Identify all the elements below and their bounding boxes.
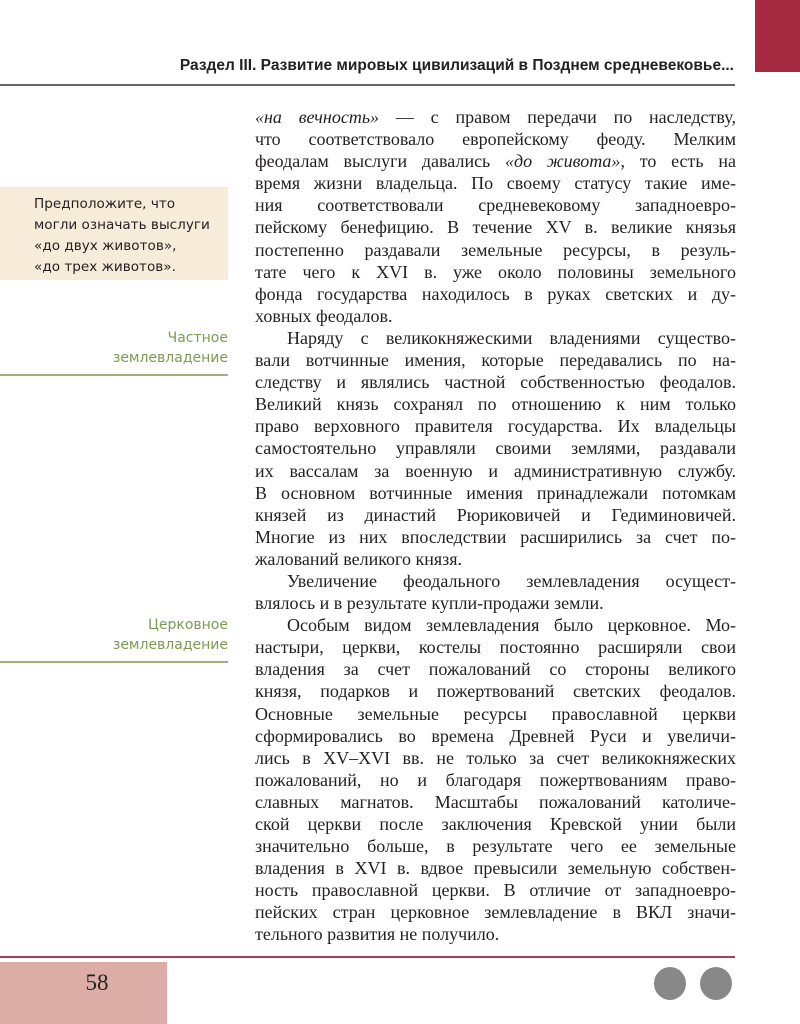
text-segment: — с правом передачи по наследству, [379, 107, 736, 127]
running-header: Раздел III. Развитие мировых цивилизаций в Позднем средневековье... [179, 57, 734, 74]
decorative-circle-icon [654, 967, 686, 1000]
emphasized-term: «на вечность» [255, 107, 380, 127]
note-line: «до трех животов». [34, 259, 176, 275]
text-line [255, 106, 736, 128]
text-line: славных магнатов. Масштабы пожалований католиче- [255, 791, 736, 812]
text-line: вали вотчинные имения, которые передавались по на- [255, 350, 736, 371]
text-line: влялось и в результате купли-продажи земли. [255, 593, 604, 614]
text-line: владения в XVI в. вдвое превысили земельную собствен- [255, 858, 736, 879]
text-line: следству и являлись частной собственностью феодалов. [255, 372, 736, 393]
side-heading-church-land [0, 615, 228, 663]
text-line: сформировались во времена Древней Руси и увеличи- [255, 725, 736, 746]
side-heading-line: Частное [167, 330, 228, 346]
text-line: владения за счет пожалований со стороны великого [255, 659, 736, 680]
text-line: жалований великого князя. [255, 548, 463, 569]
text-line: Основные земельные ресурсы православной церкви [255, 703, 736, 724]
text-line: Многие из них впоследствии расширились за счет по- [255, 526, 736, 547]
text-line: ность православной церкви. В отличие от западноевро- [255, 880, 736, 901]
text-line: самостоятельно управляли своими землями, раздавали [255, 438, 736, 459]
text-line: пожалований, но и благодаря пожертвованиям право- [255, 769, 736, 790]
body-text [255, 106, 736, 946]
text-line: время жизни владельца. По своему статусу такие име- [255, 173, 736, 194]
decorative-circle-icon [700, 967, 732, 1000]
text-line: фонда государства находилось в руках светских и ду- [255, 283, 736, 304]
header-divider [0, 84, 735, 86]
text-segment: , то есть на [620, 151, 736, 172]
text-line: значительно больше, в результате чего ее земельные [255, 836, 736, 857]
footer-divider [0, 956, 735, 958]
text-line: ния соответствовали средневековому западноевро- [255, 195, 736, 216]
text-line: постепенно раздавали земельные ресурсы, в резуль- [255, 239, 736, 260]
text-line: Наряду с великокняжескими владениями существо- [287, 327, 736, 348]
text-line: Великий князь сохранял по отношению к ним только [255, 394, 736, 415]
text-line: пейскому бенефицию. В течение XV в. великие князья [255, 217, 736, 238]
side-heading-line: землевладение [112, 350, 228, 366]
note-line: «до двух животов», [34, 238, 177, 254]
text-line: В основном вотчинные имения принадлежали потомкам [255, 482, 736, 503]
chapter-tab [755, 0, 800, 72]
note-line: могли означать выслуги [34, 217, 210, 233]
text-line: тате чего к XVI в. уже около половины земельного [255, 261, 736, 282]
text-line [255, 150, 736, 172]
note-line: Предположите, что [34, 196, 176, 212]
text-line: Особым видом землевладения было церковное. Мо- [287, 615, 736, 636]
text-line: настыри, церкви, костелы постоянно расширяли свои [255, 637, 736, 658]
side-heading-line: Церковное [148, 617, 228, 633]
side-heading-line: землевладение [112, 637, 228, 653]
text-line: право верховного правителя государства. Их владельцы [255, 416, 736, 437]
text-line: ской церкви после заключения Кревской унии были [255, 814, 736, 834]
text-line: пейских стран церковное землевладение в ВКЛ значи- [255, 902, 736, 923]
text-line: ховных феодалов. [255, 305, 393, 326]
text-line: князя, подарков и пожертвований светских феодалов. [255, 681, 736, 702]
text-line: их вассалам за военную и административную службу. [255, 460, 736, 481]
text-line: тельного развития не получило. [255, 924, 500, 945]
side-heading-private-land [0, 328, 228, 376]
text-line: лись в XV–XVI вв. не только за счет великокняжеских [255, 747, 736, 768]
text-line: князей из династий Рюриковичей и Гедиминовичей. [255, 504, 736, 525]
page-number: 58 [85, 970, 109, 995]
margin-question-box [0, 187, 228, 280]
text-line: что соответствовало европейскому феоду. Мелким [255, 129, 736, 150]
text-line: Увеличение феодального землевладения осущест- [287, 570, 736, 591]
text-segment: феодалам выслуги давались [255, 151, 506, 172]
emphasized-term: «до живота» [505, 151, 621, 172]
